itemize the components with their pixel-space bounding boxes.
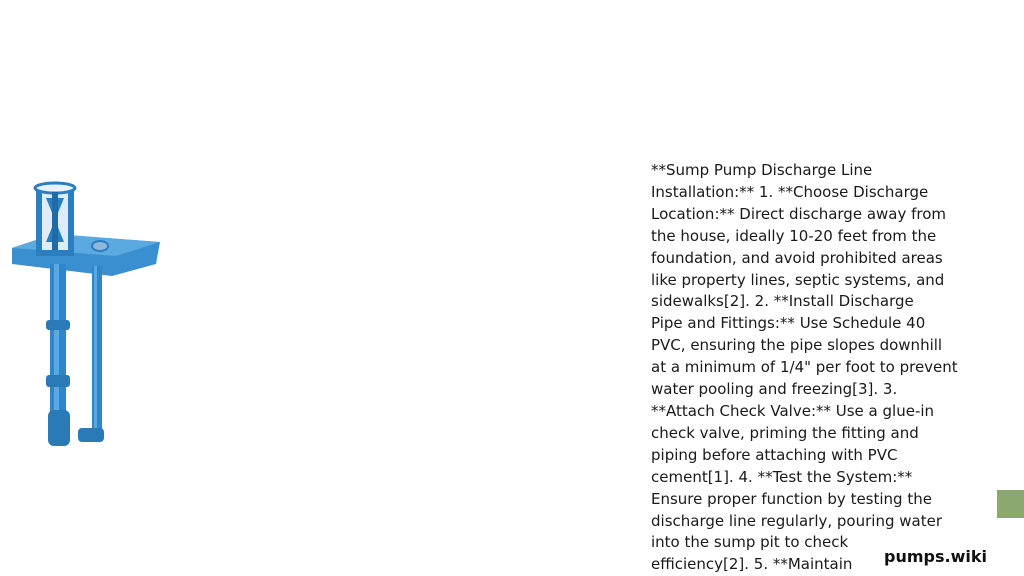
pump-flange-1 [46,320,70,330]
pump-fitting [92,241,108,251]
pump-top-cap [35,183,75,193]
side-tab[interactable] [997,490,1024,518]
pump-discharge-elbow [78,428,104,442]
brand-watermark: pumps.wiki [884,547,987,566]
pump-flange-2 [46,375,70,387]
article-text: **Sump Pump Discharge Line Installation:** 1. **Choose Discharge Location:** Direct discharge away from the house, ideally 10-20 feet from the foundation, and avoid prohibited areas like property lines, septic systems, and sidewalks[2]. 2. **Install Discharge Pipe and Fittings:** Use Schedule 40 PVC, ensuring the pipe slopes downhill at a minimum of 1/4" per foot to prevent water pooling and freezing[3]. 3. **Attach Check Valve:** Use a glue-in check valve, priming the fitting and piping before attaching with PVC cement[1]. 4. **Test the System:** Ensure proper function by testing the discharge line regularly, pouring water into the sump pit to check efficiency[2]. 5. **Maintain [651,161,958,574]
pump-casing [48,410,70,446]
vertical-sump-pump-icon [8,180,168,460]
pump-shaft [52,192,58,250]
